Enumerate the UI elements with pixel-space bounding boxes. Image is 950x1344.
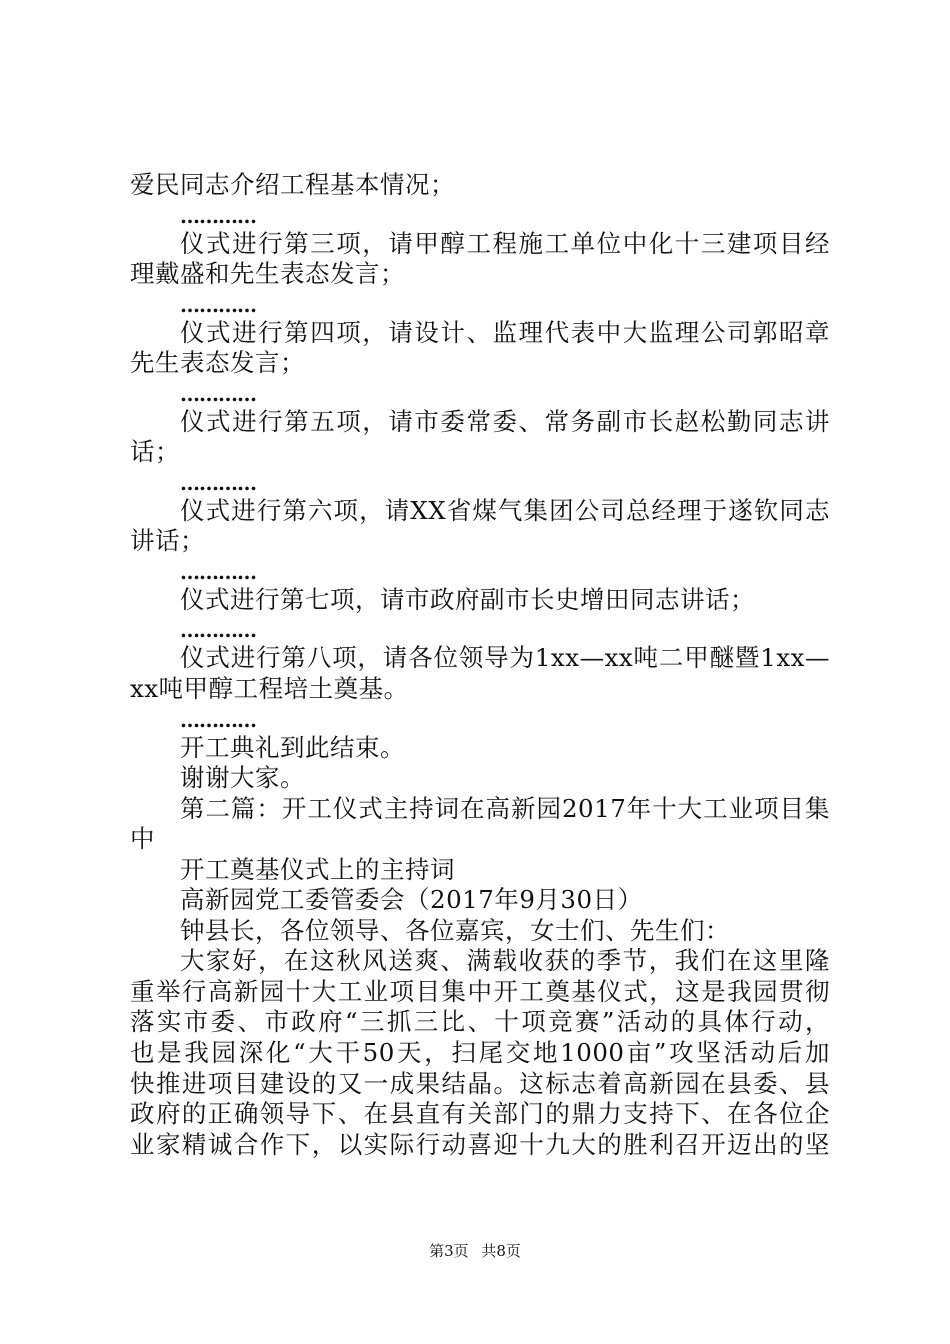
ellipsis-text: …………	[180, 470, 256, 495]
ellipsis-separator	[130, 201, 830, 229]
text-line: 也是我园深化“大干50天，扫尾交地1000亩”攻坚活动后加	[130, 1038, 830, 1068]
text-line: 快推进项目建设的又一成果结晶。这标志着高新园在县委、县	[130, 1068, 830, 1098]
ellipsis-text: …………	[180, 707, 256, 732]
text-line: 开工典礼到此结束。	[180, 732, 405, 762]
ellipsis-separator	[130, 705, 830, 733]
ellipsis-text: …………	[180, 618, 256, 643]
page-footer	[0, 1240, 950, 1261]
text-line: 仪式进行第三项，请甲醇工程施工单位中化十三建项目经	[180, 228, 830, 258]
text-line: 落实市委、市政府“三抓三比、十项竞赛”活动的具体行动，	[130, 1007, 830, 1037]
text-line: 仪式进行第六项，请XX省煤气集团公司总经理于遂钦同志	[180, 495, 830, 525]
text-line: 仪式进行第四项，请设计、监理代表中大监理公司郭昭章	[180, 317, 830, 347]
ellipsis-separator	[130, 379, 830, 407]
ellipsis-separator	[130, 615, 830, 643]
text-line: 理戴盛和先生表态发言；	[130, 259, 405, 289]
text-line: 大家好，在这秋风送爽、满载收获的季节，我们在这里隆	[180, 946, 830, 976]
text-line: 爱民同志介绍工程基本情况；	[130, 170, 455, 199]
ellipsis-text: …………	[180, 292, 256, 317]
text-line: 仪式进行第八项，请各位领导为1xx—xx吨二甲醚暨1xx—	[180, 643, 830, 673]
text-line: 仪式进行第七项，请市政府副市长史增田同志讲话；	[180, 584, 755, 614]
text-line: 讲话；	[130, 526, 205, 556]
document-body	[130, 170, 830, 1160]
ellipsis-separator	[130, 557, 830, 585]
ellipsis-text: …………	[180, 381, 256, 406]
text-line: 政府的正确领导下、在县直有关部门的鼎力支持下、在各位企	[130, 1099, 830, 1129]
text-line: 仪式进行第五项，请市委常委、常务副市长赵松勤同志讲	[180, 406, 830, 436]
text-line: 钟县长，各位领导、各位嘉宾，女士们、先生们：	[180, 915, 730, 945]
ellipsis-separator	[130, 468, 830, 496]
text-line: xx吨甲醇工程培土奠基。	[130, 674, 409, 704]
ellipsis-text: …………	[180, 203, 256, 228]
text-line: 高新园党工委管委会（2017年9月30日）	[180, 885, 643, 915]
text-line: 业家精诚合作下，以实际行动喜迎十九大的胜利召开迈出的坚	[130, 1129, 830, 1159]
text-line: 话；	[130, 437, 180, 467]
text-line: 先生表态发言；	[130, 348, 305, 378]
page-number: 第3页	[429, 1242, 469, 1260]
text-line: 第二篇：开工仪式主持词在高新园2017年十大工业项目集	[180, 793, 830, 823]
text-line: 开工奠基仪式上的主持词	[180, 854, 455, 884]
text-line: 中	[130, 824, 155, 854]
ellipsis-separator	[130, 290, 830, 318]
page-total: 共8页	[481, 1242, 521, 1260]
text-line: 谢谢大家。	[180, 763, 305, 793]
ellipsis-text: …………	[180, 559, 256, 584]
text-line: 重举行高新园十大工业项目集中开工奠基仪式，这是我园贯彻	[130, 976, 830, 1006]
